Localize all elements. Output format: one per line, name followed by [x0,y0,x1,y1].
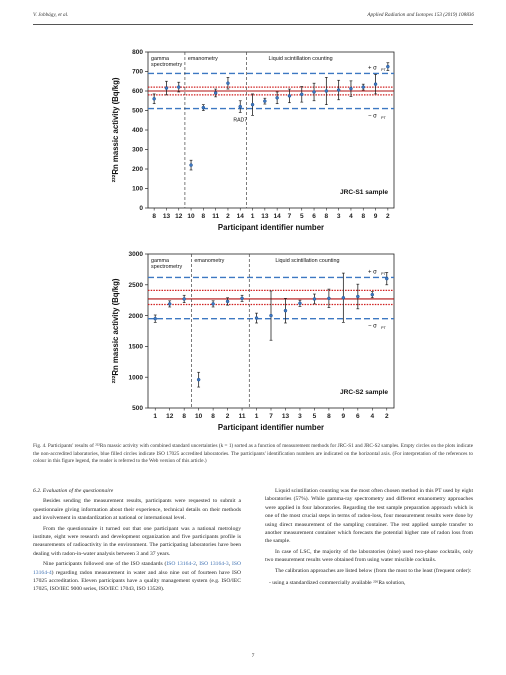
data-point [386,65,389,68]
sigma-subscript: PT [381,271,386,276]
x-tick-label: 9 [341,413,346,420]
data-point [154,317,157,320]
x-tick-label: 1 [153,413,158,420]
x-tick-label: 2 [225,413,230,420]
x-tick-label: 3 [298,413,302,420]
data-point [165,87,168,90]
x-tick-label: 12 [166,413,174,420]
data-point [313,90,316,93]
y-tick-label: 1500 [128,343,143,351]
x-tick-label: 8 [327,413,331,420]
group-label: emanometry [187,56,218,62]
sigma-plus-label: + σ [368,65,377,72]
sample-label: JRC-S1 sample [339,189,388,196]
x-tick-label: 2 [226,213,230,220]
paragraph-standards: Nine participants followed one of the ISO standards (ISO 13164-2, ISO 13164-3, ISO 13164-4) regarding radon measurement in water and also nine out of fourteen have ISO 17025 accreditation. Eleven participants have a quality management system (e.g. ISO/IEC 17025, ISO/IEC 9000 series, ISO/IEC 17043, ISO 13528). [33,561,242,593]
x-tick-label: 7 [269,413,273,420]
x-tick-label: 12 [175,213,183,220]
y-tick-label: 0 [139,205,143,213]
paragraph: The calibration approaches are listed below (from the most to the least (frequent order): [275,567,472,574]
data-point [374,83,377,86]
x-tick-label: 13 [281,413,290,420]
data-point [327,297,330,300]
paragraph: In case of LSC, the majority of the laboratories (nine) used two-phase cocktails, only two measurement results were obtained from using water miscible cocktails. [265,548,473,564]
paragraph: Besides sending the measurement results, participants were requested to submit a questionnaire giving information about their experience, technical details on their methods and involvement in standardization at national or international level. [33,498,241,522]
x-tick-label: 8 [201,213,206,220]
x-tick-label: 13 [162,213,171,220]
figure-caption: Fig. 4. Participants' results of ²²²Rn massic activity with combined standard uncertainties (k = 1) sorted as a function of measurement methods for JRC-S1 and JRC-S2 samples. Empty circles on the plots indicate the non-accredited laboratories, blue filled circles indicate ISO 17025 accredited laboratories. The participants' identification numbers are indicated on the horizontal axis. (For interpretation of the references to colour in this figure legend, the reader is referred to the Web version of this article.) [33,443,473,465]
x-tick-label: 4 [370,413,375,420]
data-point [325,90,328,93]
chart-jrc-s2 [0,240,506,435]
y-tick-label: 200 [132,166,143,174]
header-rule [33,24,473,25]
data-point [284,309,287,312]
x-tick-label: 10 [187,213,195,220]
data-point [362,86,365,89]
x-tick-label: 11 [238,413,246,420]
x-tick-label: 3 [336,213,341,220]
reference-link[interactable]: ISO 13164-2 [166,561,196,568]
x-tick-label: 8 [324,213,329,220]
x-tick-label: 2 [386,213,390,220]
data-point [241,297,244,300]
paragraph: From the questionnaire it turned out that one participant was a national metrology institute, eight were research and development organization and five participants profile is measurements of radioactivity in the environment. The participating laboratories have been dealing with radon-in-water analysis between 3 and 37 years. [33,525,241,557]
y-axis-label: ²²²Rn massic activity (Bq/kg) [111,278,120,384]
data-point [337,89,340,92]
x-tick-label: 8 [211,413,215,420]
y-axis-label: ²²²Rn massic activity (Bq/kg) [111,77,120,183]
data-point [183,297,186,300]
list-item: - using a standardized commercially available ²²⁶Ra solution, [269,579,406,586]
x-axis-label: Participant identifier number [217,423,325,432]
chart-jrc-s1 [0,28,506,238]
x-tick-label: 4 [349,213,353,220]
data-point [226,82,229,85]
data-point [190,164,193,167]
group-label: spectrometry [151,264,183,270]
x-tick-label: 5 [312,413,317,420]
point-label: RAD7 [233,117,248,124]
group-label: gamma [151,56,169,62]
data-point [276,96,279,99]
y-tick-label: 800 [132,49,143,57]
data-point [300,93,303,96]
y-tick-label: 300 [132,146,143,154]
data-point [385,277,388,280]
x-tick-label: 5 [299,213,304,220]
x-tick-label: 7 [287,213,292,220]
sigma-plus-label: + σ [368,269,377,276]
group-label: gamma [151,258,169,264]
running-header-journal: Applied Radiation and Isotopes 153 (2019) 108836 [367,12,474,18]
sigma-subscript: PT [381,116,386,121]
x-tick-label: 8 [361,213,366,220]
data-point [197,378,200,381]
y-tick-label: 500 [132,107,143,115]
y-tick-label: 2500 [128,282,143,289]
group-label: Liquid scintillation counting [268,56,333,62]
group-label: emanometry [194,258,225,264]
data-point [168,302,171,305]
sample-label: JRC-S2 sample [339,389,388,396]
x-tick-label: 14 [273,213,281,220]
data-point [313,297,316,300]
y-tick-label: 700 [132,68,143,76]
x-tick-label: 14 [236,213,244,220]
running-header-authors: V. Jobbágy, et al. [33,12,69,18]
data-point [226,300,229,303]
data-point [342,296,345,299]
y-tick-label: 500 [132,405,143,413]
data-point [202,106,205,109]
y-tick-label: 3000 [128,251,143,259]
data-point [255,317,258,320]
x-tick-label: 13 [261,213,269,220]
x-tick-label: 8 [182,413,186,420]
data-point [177,86,180,89]
paragraph: Liquid scintillation counting was the most often chosen method in this PT used by eight laboratories (57%). While gamma-ray spectrometry and different emanometry approaches were applied in four laboratories. Regarding the test sample preparation approach which is one of the most crucial steps in terms of radon-loss, four measurement results were done by using direct measurement of the sampling container. The rest applied sample transfer to another measurement container which forecasts the potential higher rate of radon loss from the sample. [265,488,473,545]
data-point [239,105,242,108]
left-column [33,487,241,596]
y-tick-label: 100 [132,185,143,193]
data-point [371,293,374,296]
y-tick-label: 2000 [128,312,143,320]
data-point [212,302,215,305]
reference-link[interactable]: ISO 13164-3 [199,561,229,568]
reference-link[interactable]: ISO 13164-4 [33,561,242,576]
data-point [214,91,217,94]
data-point [298,302,301,305]
sigma-minus-label: − σ [368,323,377,330]
y-tick-label: 600 [132,88,143,96]
data-point [288,94,291,97]
data-point [349,87,352,90]
data-point [251,103,254,106]
data-point [153,97,156,100]
x-tick-label: 1 [254,413,259,420]
group-label: spectrometry [151,62,183,68]
data-point [270,314,273,317]
y-tick-label: 400 [132,127,143,135]
x-tick-label: 6 [312,213,316,220]
data-point [263,100,266,103]
x-tick-label: 1 [250,213,255,220]
page-number: 7 [251,653,255,659]
sigma-subscript: PT [381,67,386,72]
y-tick-label: 1000 [128,374,143,382]
right-column [265,487,473,589]
sigma-minus-label: − σ [368,113,377,120]
x-tick-label: 10 [195,413,203,420]
x-axis-label: Participant identifier number [217,223,325,232]
x-tick-label: 6 [356,413,360,420]
section-title: 6.2. Evaluation of the questionnaire [33,488,114,494]
x-tick-label: 9 [373,213,378,220]
x-tick-label: 8 [152,213,156,220]
x-tick-label: 2 [384,413,389,420]
sigma-subscript: PT [381,326,386,331]
group-label: Liquid scintillation counting [275,258,340,264]
data-point [356,295,359,298]
x-tick-label: 11 [212,213,220,220]
